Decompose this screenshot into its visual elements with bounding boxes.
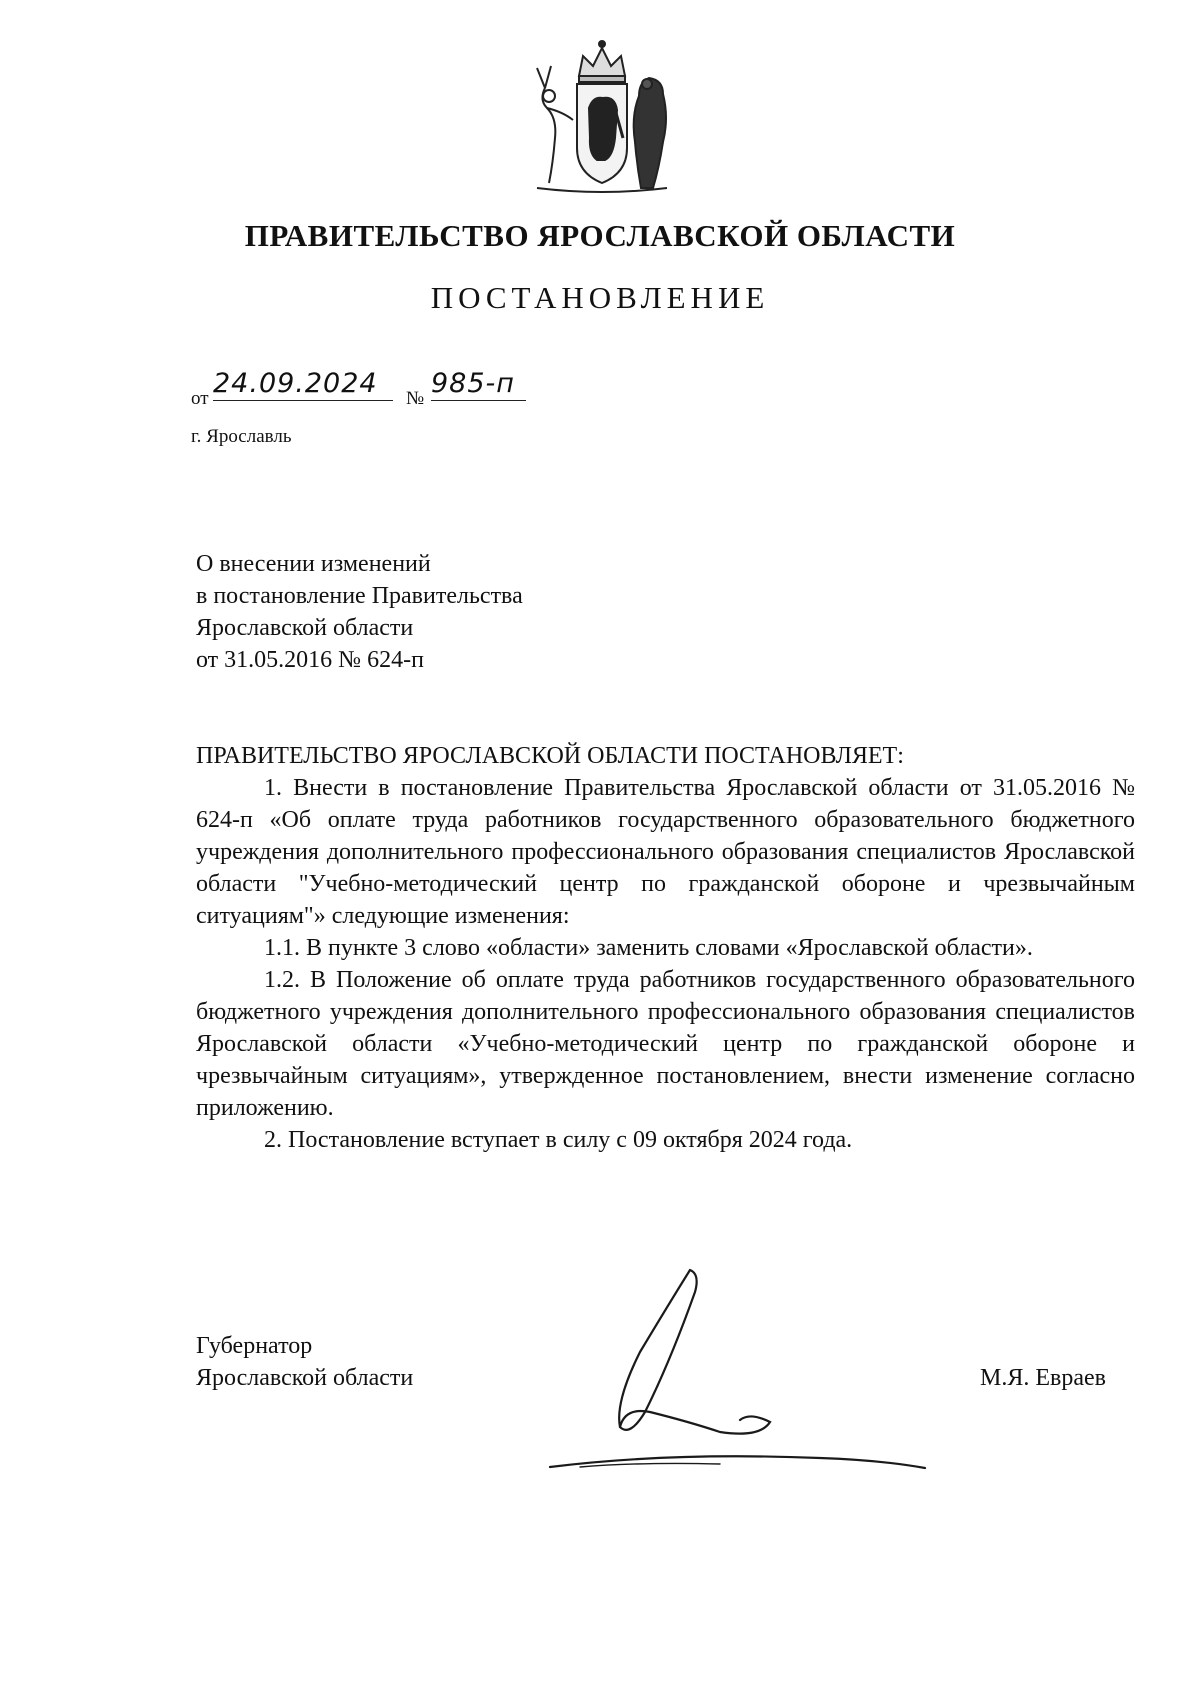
body-paragraph: 1.1. В пункте 3 слово «области» заменить словами «Ярославской области». [264,935,1033,961]
document-type: ПОСТАНОВЛЕНИЕ [430,280,770,315]
signer-name: М.Я. Евраев [980,1365,1106,1391]
date-number-line [191,368,515,410]
signer-position-line: Ярославской области [196,1365,414,1391]
coat-of-arms-icon [527,38,677,198]
city: г. Ярославль [191,426,292,447]
decree-body [196,740,1135,1156]
resolution-lead: ПРАВИТЕЛЬСТВО ЯРОСЛАВСКОЙ ОБЛАСТИ ПОСТАНОВЛЯЕТ: [196,743,904,769]
government-title: ПРАВИТЕЛЬСТВО ЯРОСЛАВСКОЙ ОБЛАСТИ [244,218,956,253]
decree-subject [196,548,523,676]
signer-position-line: Губернатор [196,1333,313,1359]
number-sign: № [406,388,425,409]
subject-line: О внесении изменений [196,551,431,577]
date-prefix: от [191,388,209,409]
decree-date: 24.09.2024 [213,368,393,401]
subject-line: Ярославской области [196,615,414,641]
body-paragraph: 1. Внести в постановление Правительства Ярославской области от 31.05.2016 № 624-п «Об оплате труда работников государственного образовательного бюджетного учреждения дополнительного профессионального образования специалистов Ярославской области "Учебно-методический центр по гражданской обороне и чрезвычайным ситуациям"» следующие изменения: [196,775,1135,929]
body-paragraph: 2. Постановление вступает в силу с 09 октября 2024 года. [264,1127,853,1153]
subject-line: в постановление Правительства [196,583,523,609]
subject-line: от 31.05.2016 № 624-п [196,647,424,673]
handwritten-signature [520,1262,940,1492]
decree-number: 985-п [431,368,526,401]
body-paragraph: 1.2. В Положение об оплате труда работников государственного образовательного бюджетного учреждения дополнительного профессионального образования специалистов Ярославской области «Учебно-методический центр по гражданской обороне и чрезвычайным ситуациям», утвержденное постановлением, внести изменение согласно приложению. [196,967,1135,1121]
signer-position [196,1330,413,1394]
